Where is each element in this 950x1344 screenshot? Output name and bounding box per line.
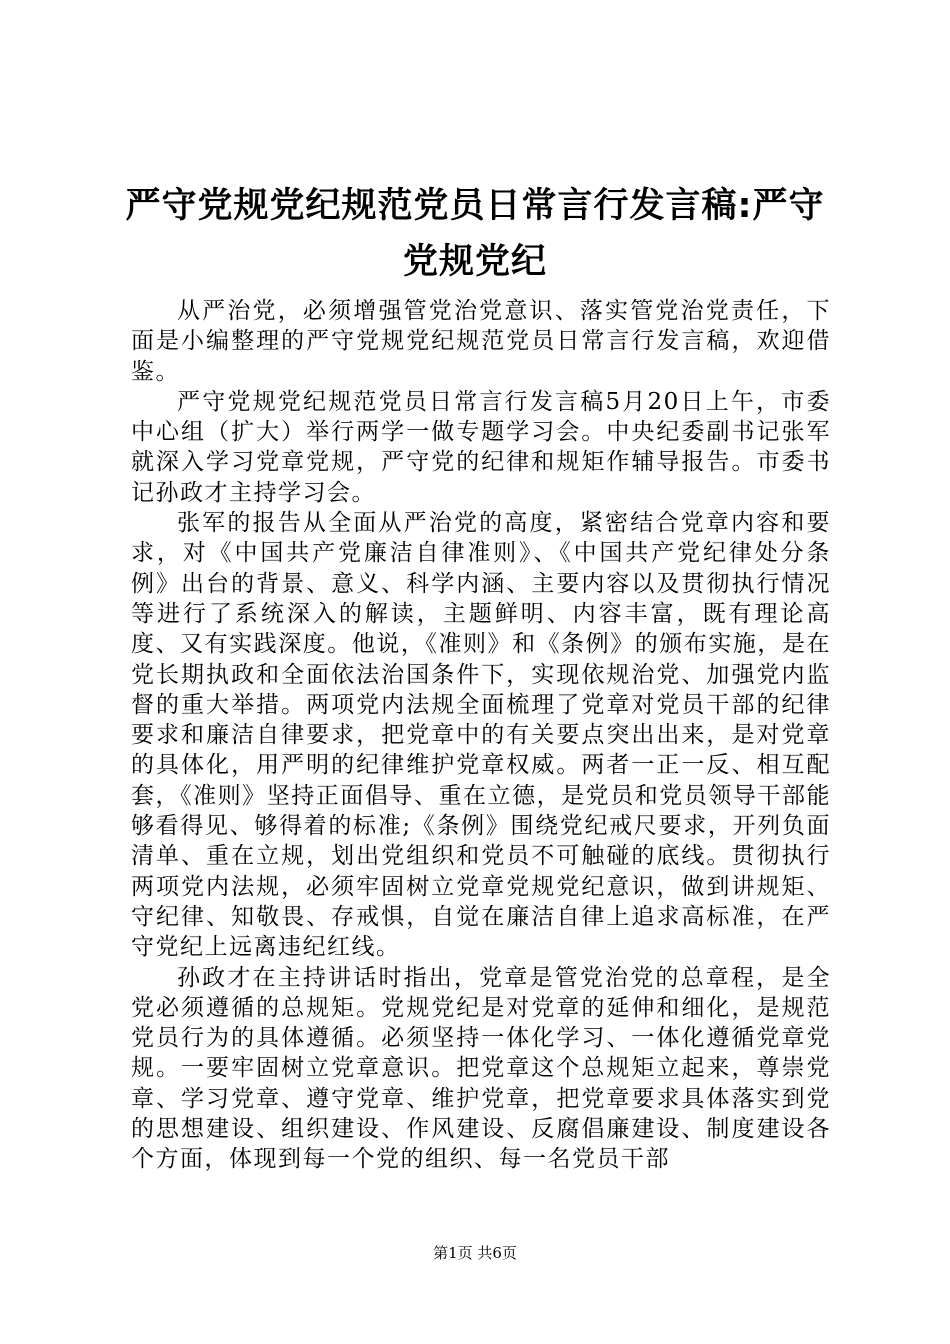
- paragraph-intro: 从严治党，必须增强管党治党意识、落实管党治党责任，下面是小编整理的严守党规党纪规范党员日常言行发言稿，欢迎借鉴。: [131, 298, 831, 385]
- document-body: [131, 296, 831, 1175]
- paragraph-report: 张军的报告从全面从严治党的高度，紧密结合党章内容和要求，对《中国共产党廉洁自律准则》、《中国共产党纪律处分条例》出台的背景、意义、科学内涵、主要内容以及贯彻执行情况等进行了系统深入的解读，主题鲜明、内容丰富，既有理论高度、又有实践深度。他说，《准则》和《条例》的颁布实施，是在党长期执政和全面依法治国条件下，实现依规治党、加强党内监督的重大举措。两项党内法规全面梳理了党章对党员干部的纪律要求和廉洁自律要求，把党章中的有关要点突出出来，是对党章的具体化，用严明的纪律维护党章权威。两者一正一反、相互配套，《准则》坚持正面倡导、重在立德，是党员和党员领导干部能够看得见、够得着的标准;《条例》围绕党纪戒尺要求，开列负面清单、重在立规，划出党组织和党员不可触碰的底线。贯彻执行两项党内法规，必须牢固树立党章党规党纪意识，做到讲规矩、守纪律、知敬畏、存戒惧，自觉在廉洁自律上追求高标准，在严守党纪上远离违纪红线。: [131, 510, 831, 961]
- document-title: 严守党规党纪规范党员日常言行发言稿:严守党规党纪: [125, 186, 825, 282]
- page-footer: 第1页 共6页: [433, 1244, 517, 1262]
- paragraph-meeting: 严守党规党纪规范党员日常言行发言稿5月20日上午，市委中心组（扩大）举行两学一做专题学习会。中央纪委副书记张军就深入学习党章党规，严守党的纪律和规矩作辅导报告。市委书记孙政才主持学习会。: [131, 388, 831, 506]
- paragraph-speech: 孙政才在主持讲话时指出，党章是管党治党的总章程，是全党必须遵循的总规矩。党规党纪是对党章的延伸和细化，是规范党员行为的具体遵循。必须坚持一体化学习、一体化遵循党章党规。一要牢固树立党章意识。把党章这个总规矩立起来，尊崇党章、学习党章、遵守党章、维护党章，把党章要求具体落实到党的思想建设、组织建设、作风建设、反腐倡廉建设、制度建设各个方面，体现到每一个党的组织、每一名党员干部: [131, 964, 831, 1173]
